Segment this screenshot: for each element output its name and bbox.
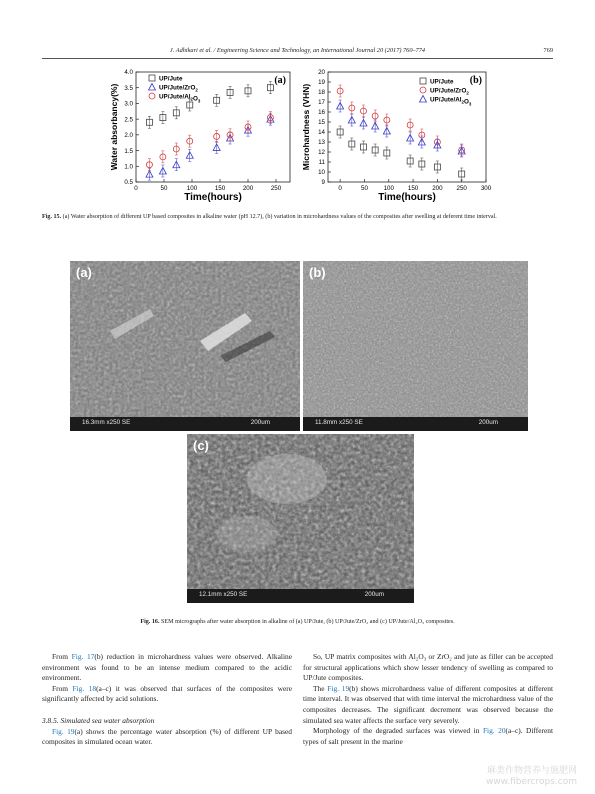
legend-marker [420, 96, 427, 103]
legend-marker [420, 78, 426, 84]
figure-16-caption [0, 618, 595, 626]
text: (b) shows microhardness value of different composites at different time interval. It was observed that with time interval the microhardness value of the composites decreases. The significant decrement was observed because the simulated sea water affects the surface very severely. [303, 683, 554, 725]
text: The [313, 683, 328, 693]
sem-scale-c: 200um [364, 591, 384, 598]
journal-citation: J. Adhikari et al. / Engineering Science and Technology, an International Journal 20 (2017) 760–774 [169, 47, 426, 54]
figure-link[interactable]: Fig. 20 [482, 726, 506, 736]
figure-16-label: Fig. 16. [140, 619, 160, 625]
figure-link[interactable]: Fig. 19 [327, 683, 350, 693]
body-left-column [42, 652, 292, 748]
sem-image-c [187, 434, 414, 603]
sem-texture-c [187, 434, 414, 589]
y-tick-label: 20 [318, 69, 325, 77]
x-tick-label: 150 [214, 185, 226, 192]
y-tick-label: 16 [318, 109, 325, 117]
x-tick-label: 100 [186, 185, 198, 192]
watermark-line-2: www.fibercrops.com [486, 777, 577, 787]
y-tick-label: 1.5 [124, 147, 133, 155]
legend-marker [149, 93, 155, 99]
series-1 [146, 113, 274, 180]
x-tick-label: 250 [456, 185, 467, 192]
paragraph [42, 727, 292, 748]
x-axis-label: Time(hours) [378, 192, 436, 203]
y-tick-label: 12 [318, 149, 325, 157]
figure-15-caption [42, 213, 553, 221]
y-tick-label: 9 [321, 179, 325, 187]
watermark [486, 766, 577, 788]
panel-label: (b) [469, 75, 482, 86]
text: From [52, 652, 72, 661]
text: (b) reduction in microhardness values were observed. Alkaline environment was found to be an intense medium compared to the acidic environment. [42, 652, 292, 683]
legend-label: UP/Jute/ZrO$_2$ [159, 84, 198, 93]
paragraph: So, UP matrix composites with Al₂O₃ or ZrO₂ and jute as filler can be accepted for structural applications which show lesser tendency of swelling as compared to UP/Jute composites. [303, 652, 553, 683]
legend-marker [149, 84, 156, 91]
series-0 [337, 126, 465, 180]
figure-16-text: SEM micrographs after water absorption in alkaline of (a) UP/Jute, (b) UP/Jute/ZrO₂ and (c) UP/Jute/Al₂O₃ composites. [161, 619, 455, 625]
sem-label-b: (b) [309, 265, 326, 280]
text: (a–c) it was observed that surfaces of the composites were significantly affected by acid solutions. [42, 683, 292, 704]
figure-15-text: (a) Water absorption of different UP based composites in alkaline water (pH 12.7), (b) variation in microhardness values of the composites after swelling at deferent time interval. [62, 214, 497, 220]
y-tick-label: 1.0 [124, 163, 133, 171]
y-tick-label: 10 [318, 169, 325, 177]
header-rule [42, 58, 553, 59]
text: From [52, 683, 73, 693]
x-tick-label: 100 [383, 185, 394, 192]
y-tick-label: 13 [318, 139, 325, 147]
paragraph [42, 684, 292, 705]
y-tick-label: 19 [318, 79, 325, 87]
chart-water-absorbancy [104, 64, 294, 212]
sem-scale-b: 200um [478, 419, 498, 426]
y-tick-label: 4.0 [124, 69, 133, 77]
page-number: 769 [543, 47, 553, 54]
series-2 [337, 100, 466, 157]
section-heading: 3.8.5. Simulated sea water absorption [42, 715, 155, 725]
y-tick-label: 14 [318, 129, 325, 137]
y-tick-label: 17 [318, 99, 325, 107]
chart-microhardness [300, 64, 494, 212]
sem-scale-a: 200um [250, 419, 270, 426]
figure-link[interactable]: Fig. 19 [52, 726, 75, 736]
y-tick-label: 2.5 [124, 116, 133, 124]
paragraph [303, 726, 553, 747]
legend-label: $UP/Jute/Al_2O_3$ [430, 96, 472, 107]
x-tick-label: 50 [160, 185, 168, 192]
y-tick-label: 3.0 [124, 100, 133, 108]
sem-info-bar-b [303, 417, 528, 431]
legend-label: UP/Jute [159, 75, 183, 83]
sem-info-c: 12.1mm x250 SE [199, 591, 248, 598]
figure-15-label: Fig. 15. [42, 214, 62, 220]
legend-label: $UP/Jute/Al_2O_3$ [159, 93, 201, 104]
y-tick-label: 2.0 [124, 132, 133, 140]
sem-info-bar-a [70, 417, 300, 431]
sem-texture-a [70, 261, 300, 417]
sem-info-a: 16.3mm x250 SE [82, 419, 131, 426]
y-tick-label: 0.5 [124, 179, 133, 187]
x-tick-label: 200 [432, 185, 443, 192]
legend-label: UP/Jute/ZrO$_2$ [430, 87, 469, 96]
text: Morphology of the degraded surfaces was viewed in [313, 726, 483, 736]
text: (a–c). Different types of salt present in the marine [303, 726, 553, 746]
sem-image-b [303, 261, 528, 431]
panel-label: (a) [274, 75, 286, 86]
y-tick-label: 15 [318, 119, 325, 127]
x-tick-label: 300 [480, 185, 492, 192]
sem-label-c: (c) [193, 438, 209, 453]
x-tick-label: 0 [338, 185, 342, 192]
x-tick-label: 200 [242, 185, 254, 192]
sem-label-a: (a) [76, 265, 92, 280]
paragraph [303, 684, 553, 726]
legend-marker [420, 87, 426, 93]
body-right-column [303, 652, 553, 747]
y-tick-label: 18 [318, 89, 325, 97]
x-tick-label: 250 [270, 185, 282, 192]
watermark-line-1: 麻类作物营养与施肥网 [486, 766, 577, 776]
y-tick-label: 11 [318, 159, 325, 167]
paragraph [42, 652, 292, 684]
legend-marker [149, 75, 155, 81]
y-tick-label: 3.5 [124, 84, 133, 92]
figure-link[interactable]: Fig. 17 [71, 652, 95, 661]
text: (a) shows the percentage water absorption (%) of different UP based composites in simulated ocean water. [42, 726, 292, 747]
x-tick-label: 150 [407, 185, 419, 192]
sem-info-b: 11.8mm x250 SE [315, 419, 363, 426]
figure-link[interactable]: Fig. 18 [72, 683, 97, 693]
sem-texture-b [303, 261, 528, 417]
legend-label: UP/Jute [430, 78, 454, 86]
sem-image-a [70, 261, 300, 431]
y-axis-label: Water absorbancy(%) [109, 83, 119, 171]
x-tick-label: 0 [134, 185, 138, 192]
sem-info-bar-c [187, 589, 414, 603]
y-axis-label: Microhardness (VHN) [301, 83, 311, 171]
x-tick-label: 50 [361, 185, 368, 192]
x-axis-label: Time(hours) [184, 192, 242, 203]
